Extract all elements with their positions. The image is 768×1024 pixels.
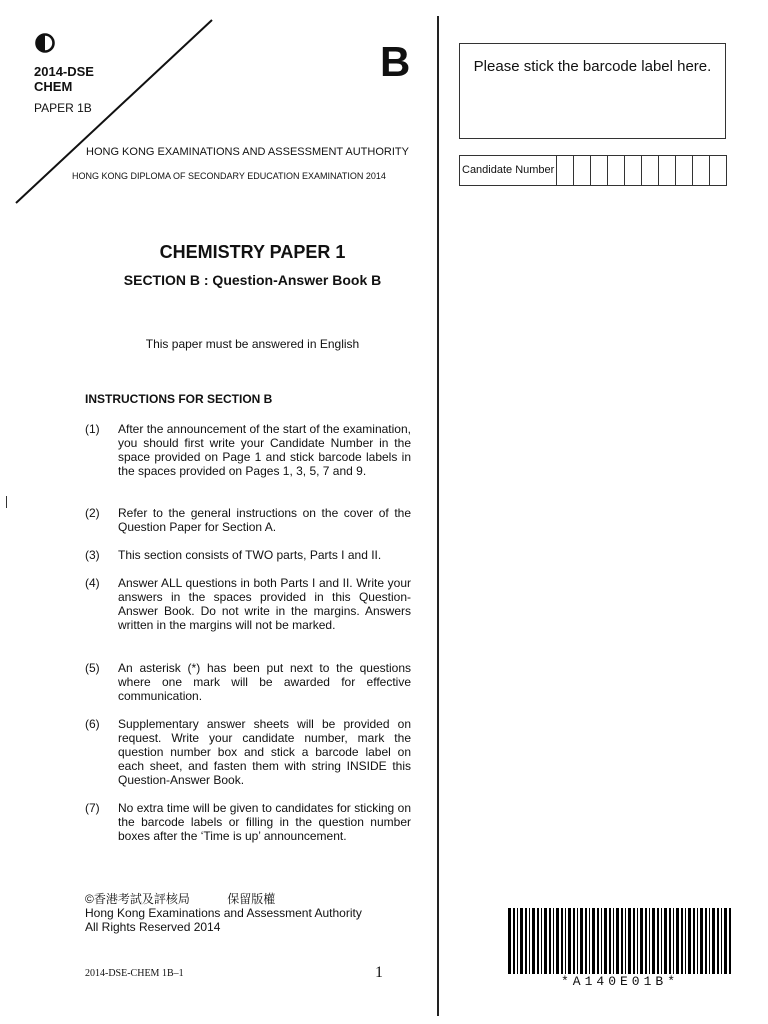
candidate-digit-box[interactable]: [557, 156, 574, 185]
copyright-english-authority: Hong Kong Examinations and Assessment Authority: [85, 906, 362, 920]
copyright-english-rights: All Rights Reserved 2014: [85, 920, 221, 934]
exam-name: HONG KONG DIPLOMA OF SECONDARY EDUCATION EXAMINATION 2014: [72, 171, 386, 181]
barcode-label-text: Please stick the barcode label here.: [473, 58, 712, 75]
instruction-text: This section consists of TWO parts, Parts I and II.: [118, 548, 382, 562]
instruction-number: (4): [85, 576, 100, 590]
instruction-item: [85, 548, 411, 562]
instruction-item: [85, 422, 411, 478]
page-divider: [437, 16, 439, 1016]
exam-code: 2014-DSE: [34, 64, 94, 79]
copyright-notice: [85, 892, 362, 934]
instruction-text: After the announcement of the start of the examination, you should first write your Candidate Number in the space provided on Page 1 and stick barcode labels in the spaces provided on Pages 1, 3, 5, 7 and 9.: [118, 422, 411, 478]
page-number: 1: [375, 964, 383, 981]
candidate-digit-box[interactable]: [591, 156, 608, 185]
candidate-number-field[interactable]: [459, 155, 727, 186]
barcode-label-box[interactable]: [459, 43, 726, 139]
instruction-text: An asterisk (*) has been put next to the questions where one mark will be awarded for effective communication.: [118, 661, 411, 703]
candidate-number-label: Candidate Number: [460, 156, 557, 185]
instruction-text: Refer to the general instructions on the cover of the Question Paper for Section A.: [118, 506, 411, 534]
instruction-item: [85, 576, 411, 632]
footer-paper-code: 2014-DSE-CHEM 1B–1: [85, 968, 184, 979]
instruction-text: Supplementary answer sheets will be provided on request. Write your candidate number, mark the question number box and stick a barcode label on each sheet, and fasten them with string INSIDE this Question-Answer Book.: [118, 717, 411, 787]
instruction-item: [85, 506, 411, 534]
candidate-digit-box[interactable]: [608, 156, 625, 185]
barcode-image: [508, 908, 732, 974]
instruction-number: (5): [85, 661, 100, 675]
instruction-number: (1): [85, 422, 100, 436]
language-note: This paper must be answered in English: [145, 337, 360, 351]
candidate-digit-box[interactable]: [625, 156, 642, 185]
section-subtitle: SECTION B : Question-Answer Book B: [123, 272, 382, 288]
instruction-number: (6): [85, 717, 100, 731]
candidate-digit-box[interactable]: [710, 156, 726, 185]
instruction-number: (2): [85, 506, 100, 520]
authority-name: HONG KONG EXAMINATIONS AND ASSESSMENT AUTHORITY: [86, 146, 409, 158]
book-letter: B: [380, 38, 411, 85]
margin-mark: [6, 496, 7, 508]
candidate-digit-box[interactable]: [693, 156, 710, 185]
copyright-chinese-authority: ©香港考試及評核局: [85, 892, 190, 906]
paper-title: CHEMISTRY PAPER 1: [159, 242, 346, 262]
instruction-text: No extra time will be given to candidates for sticking on the barcode labels or filling in the question number boxes after the ‘Time is up’ announcement.: [118, 801, 411, 843]
instruction-number: (7): [85, 801, 100, 815]
barcode-text: *A140E01B*: [560, 974, 679, 989]
candidate-digit-box[interactable]: [659, 156, 676, 185]
instruction-number: (3): [85, 548, 100, 562]
candidate-digit-box[interactable]: [642, 156, 659, 185]
instruction-item: [85, 801, 411, 843]
instructions-heading: INSTRUCTIONS FOR SECTION B: [85, 392, 273, 406]
subject-code: CHEM: [34, 79, 73, 94]
candidate-digit-box[interactable]: [574, 156, 591, 185]
instruction-item: [85, 661, 411, 703]
candidate-digit-box[interactable]: [676, 156, 693, 185]
instruction-item: [85, 717, 411, 787]
paper-code: PAPER 1B: [34, 101, 92, 115]
copyright-chinese-rights: 保留版權: [227, 892, 276, 906]
diagonal-rule: [0, 0, 440, 220]
instruction-text: Answer ALL questions in both Parts I and II. Write your answers in the spaces provided in this Question-Answer Book. Do not write in the margins. Answers written in the margins will not be marked.: [118, 576, 411, 632]
